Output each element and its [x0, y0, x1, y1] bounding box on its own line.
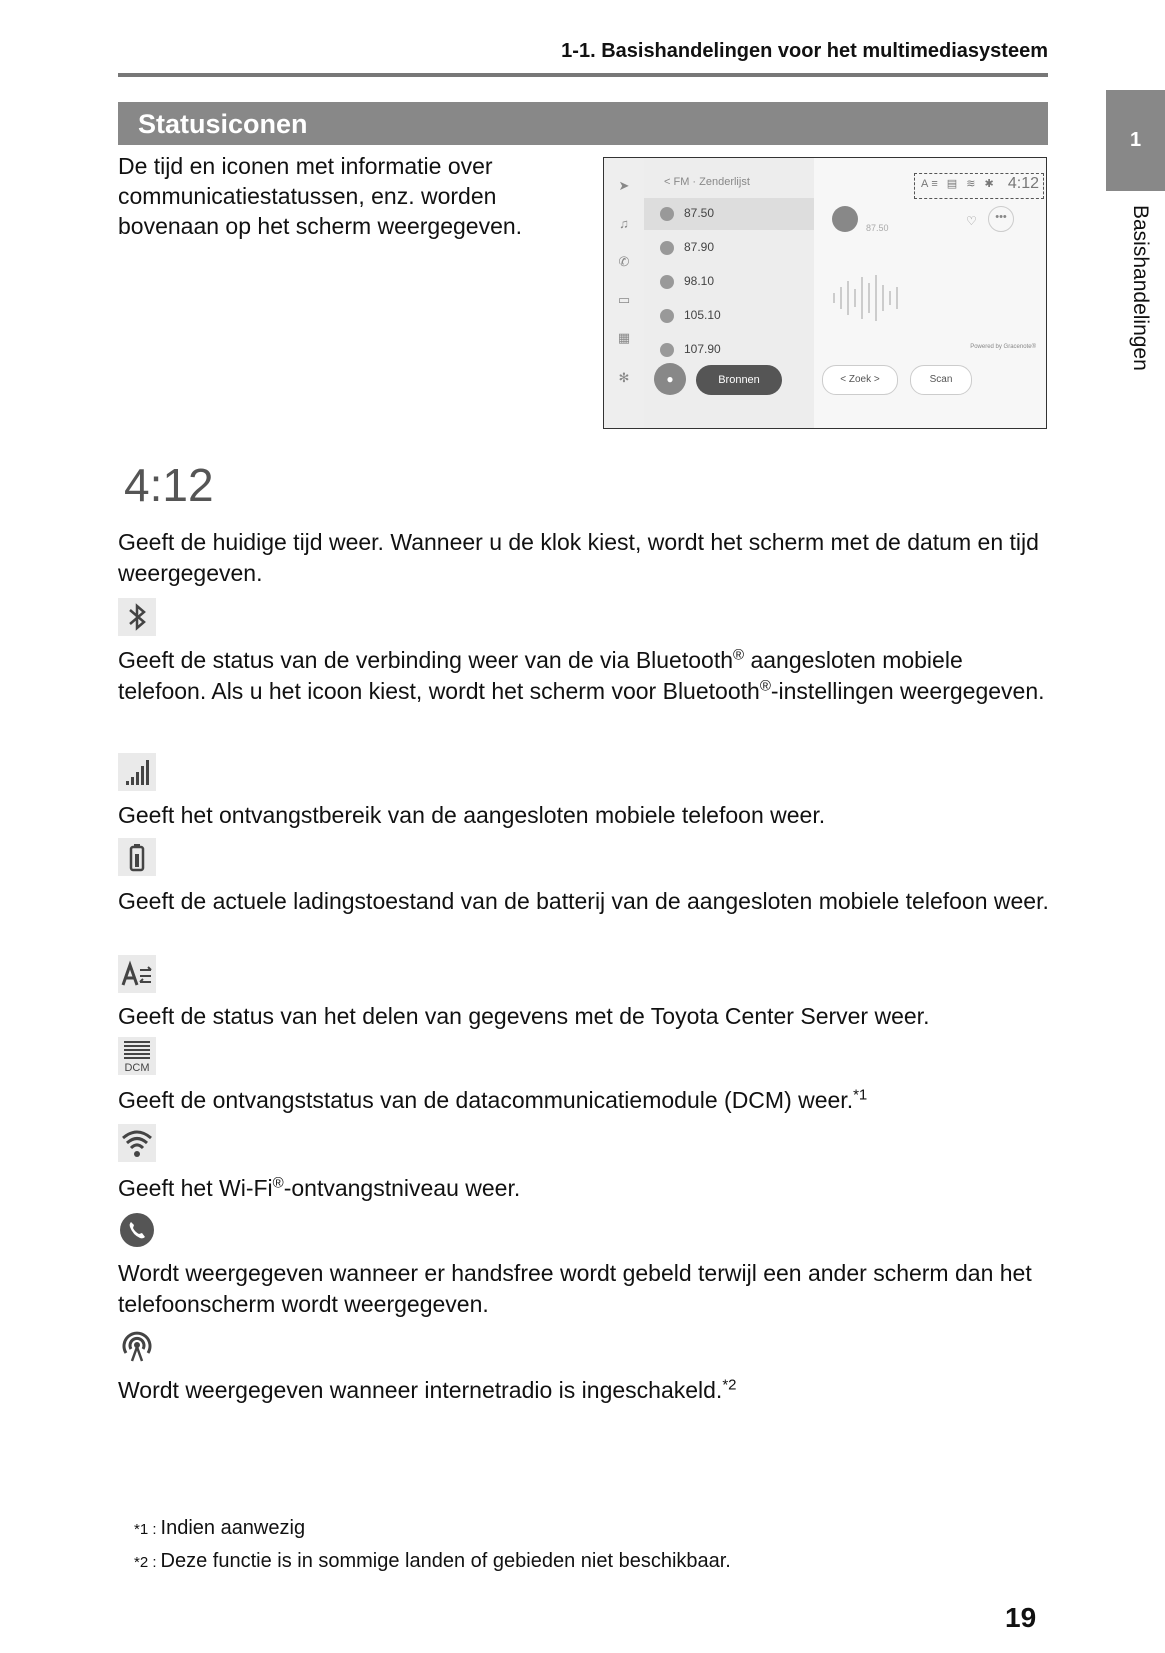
- internet-radio-icon: [118, 1327, 156, 1365]
- dcm-description: Geeft de ontvangststatus van de datacommunicatiemodule (DCM) weer.$^{*1}$: [118, 1086, 868, 1113]
- settings-icon: ✻: [618, 370, 630, 385]
- radio-icon: [660, 275, 674, 289]
- radio-icon: [660, 343, 674, 357]
- station-logo: [832, 206, 858, 232]
- screen-illustration: [603, 157, 1047, 429]
- time-display: 4:12: [124, 459, 214, 511]
- handsfree-call-icon: [118, 1211, 156, 1249]
- station-item[interactable]: 98.10: [644, 266, 814, 298]
- svg-text:DCM: DCM: [124, 1062, 150, 1074]
- more-icon[interactable]: •••: [988, 206, 1014, 232]
- station-item[interactable]: 107.90: [644, 334, 814, 366]
- favorite-icon[interactable]: ♡: [966, 214, 977, 228]
- dcm-icon: [118, 1037, 156, 1075]
- car-icon: ▭: [617, 292, 631, 307]
- data-sharing-icon: [118, 955, 156, 993]
- microphone-button[interactable]: ●: [654, 363, 686, 395]
- bluetooth-description: Geeft de status van de verbinding weer van de via Bluetooth® aangesloten mobiele telefoon. Als u het icoon kiest, wordt het scherm voor Bluetooth®-instellingen weergegeven.: [118, 646, 1045, 704]
- chapter-tab: 1: [1106, 90, 1165, 191]
- page-number: 19: [1005, 1602, 1037, 1633]
- intro-text: De tijd en iconen met informatie over communicatiestatussen, enz. worden bovenaan op het scherm weergegeven.: [118, 153, 523, 239]
- section-heading-bar: [118, 102, 1048, 145]
- screen-breadcrumb: < FM · Zenderlijst: [664, 176, 750, 188]
- phone-icon: ✆: [618, 254, 630, 269]
- radio-icon: [660, 207, 674, 221]
- screen-sidebar: [604, 158, 644, 428]
- bluetooth-icon: [118, 598, 156, 636]
- battery-description: Geeft de actuele ladingstoestand van de batterij van de aangesloten mobiele telefoon weer.: [118, 888, 1049, 914]
- audio-wave-icon: [829, 273, 909, 323]
- sources-button[interactable]: Bronnen: [696, 365, 782, 395]
- apps-icon: ▦: [617, 330, 631, 345]
- station-item[interactable]: 87.90: [644, 232, 814, 264]
- data-sharing-description: Geeft de status van het delen van gegevens met de Toyota Center Server weer.: [118, 1003, 930, 1029]
- footnote: *2 : Deze functie is in sommige landen of gebieden niet beschikbaar.: [134, 1550, 731, 1572]
- running-header: 1-1. Basishandelingen voor het multimediasysteem: [561, 40, 1048, 62]
- signal-description: Geeft het ontvangstbereik van de aangesloten mobiele telefoon weer.: [118, 802, 826, 828]
- internet-radio-description: Wordt weergegeven wanneer internetradio is ingeschakeld.$^{*2}$: [118, 1376, 737, 1403]
- chapter-label: Basishandelingen: [1129, 205, 1152, 371]
- music-icon: ♫: [619, 216, 629, 231]
- battery-icon: [118, 838, 156, 876]
- now-playing-frequency: 87.50: [866, 223, 889, 233]
- status-area-highlight: [914, 173, 1044, 199]
- station-item[interactable]: 87.50: [644, 198, 814, 230]
- status-time[interactable]: 4:12: [1007, 175, 1039, 192]
- radio-icon: [660, 241, 674, 255]
- status-icons: A≡ ▤ ≋ ✱: [921, 178, 997, 190]
- wifi-icon: [118, 1124, 156, 1162]
- gracenote-credit: Powered by Gracenote®: [970, 344, 1036, 350]
- search-button[interactable]: < Zoek >: [822, 365, 898, 395]
- header-rule: [118, 73, 1048, 77]
- section-title: Statusiconen: [138, 109, 308, 139]
- radio-icon: [660, 309, 674, 323]
- navigation-icon: ➤: [618, 178, 630, 193]
- signal-strength-icon: [118, 753, 156, 791]
- wifi-description: Geeft het Wi-Fi®-ontvangstniveau weer.: [118, 1174, 521, 1201]
- scan-button[interactable]: Scan: [910, 365, 972, 395]
- time-description: Geeft de huidige tijd weer. Wanneer u de klok kiest, wordt het scherm met de datum en tijd weergegeven.: [118, 529, 1039, 586]
- station-item[interactable]: 105.10: [644, 300, 814, 332]
- handsfree-description: Wordt weergegeven wanneer er handsfree wordt gebeld terwijl een ander scherm dan het telefoonscherm wordt weergegeven.: [118, 1260, 1032, 1317]
- footnote: *1 : Indien aanwezig: [134, 1517, 306, 1539]
